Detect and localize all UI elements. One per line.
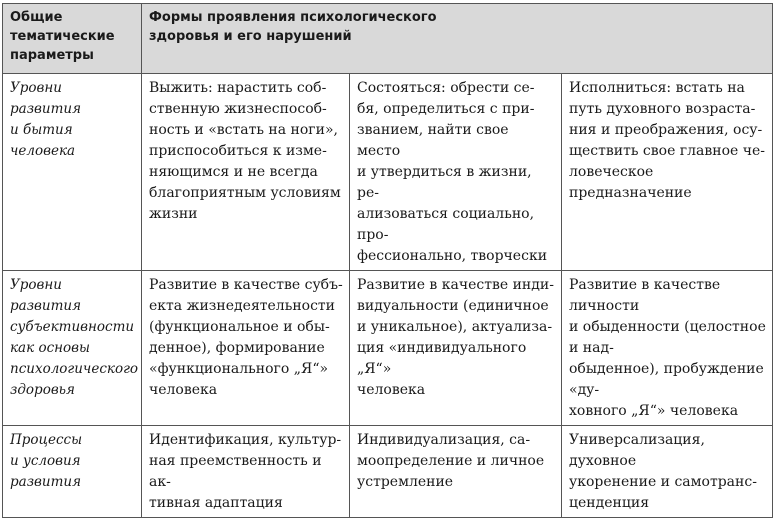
table-row-processes: [3, 426, 773, 518]
cell-individuality-development: Развитие в качестве инди- видуальности (единичное и уникальное), актуализа- ция «индивидуального „Я“» человека: [350, 271, 562, 426]
cell-personality-development: Развитие в качестве личности и обыденности (целостное и над- обыденное), пробуждение «ду- ховного „Я“» человека: [562, 271, 773, 426]
table-header-row: [3, 4, 773, 74]
row-label-levels-of-being: Уровни развития и бытия человека: [3, 74, 142, 271]
cell-universalization: Универсализация, духовное укоренение и самотранс- ценденция: [562, 426, 773, 518]
header-forms-cell: Формы проявления психологического здоровья и его нарушений: [142, 4, 773, 74]
header-params-cell: Общие тематические параметры: [3, 4, 142, 74]
psychological-health-table: [2, 3, 773, 518]
cell-identification: Идентификация, культур- ная преемственность и ак- тивная адаптация: [142, 426, 350, 518]
cell-subject-development: Развитие в качестве субъ- екта жизнедеятельности (функциональное и обы- денное), формирование «функционального „Я“» человека: [142, 271, 350, 426]
row-label-levels-of-subjectivity: Уровни развития субъективности как основы психологического здоровья: [3, 271, 142, 426]
table-row-levels-of-being: [3, 74, 773, 271]
row-label-processes: Процессы и условия развития: [3, 426, 142, 518]
cell-survive: Выжить: нарастить соб- ственную жизнеспособ- ность и «встать на ноги», приспособиться к изме- няющимся и не всегда благоприятным условиям жизни: [142, 74, 350, 271]
cell-fulfill: Исполниться: встать на путь духовного возраста- ния и преображения, осу- ществить свое главное че- ловеческое предназначение: [562, 74, 773, 271]
table-row-levels-of-subjectivity: [3, 271, 773, 426]
cell-individualization: Индивидуализация, са- моопределение и личное устремление: [350, 426, 562, 518]
cell-become: Состояться: обрести се- бя, определиться с при- званием, найти свое место и утвердиться в жизни, ре- ализоваться социально, про- фессионально, творчески: [350, 74, 562, 271]
